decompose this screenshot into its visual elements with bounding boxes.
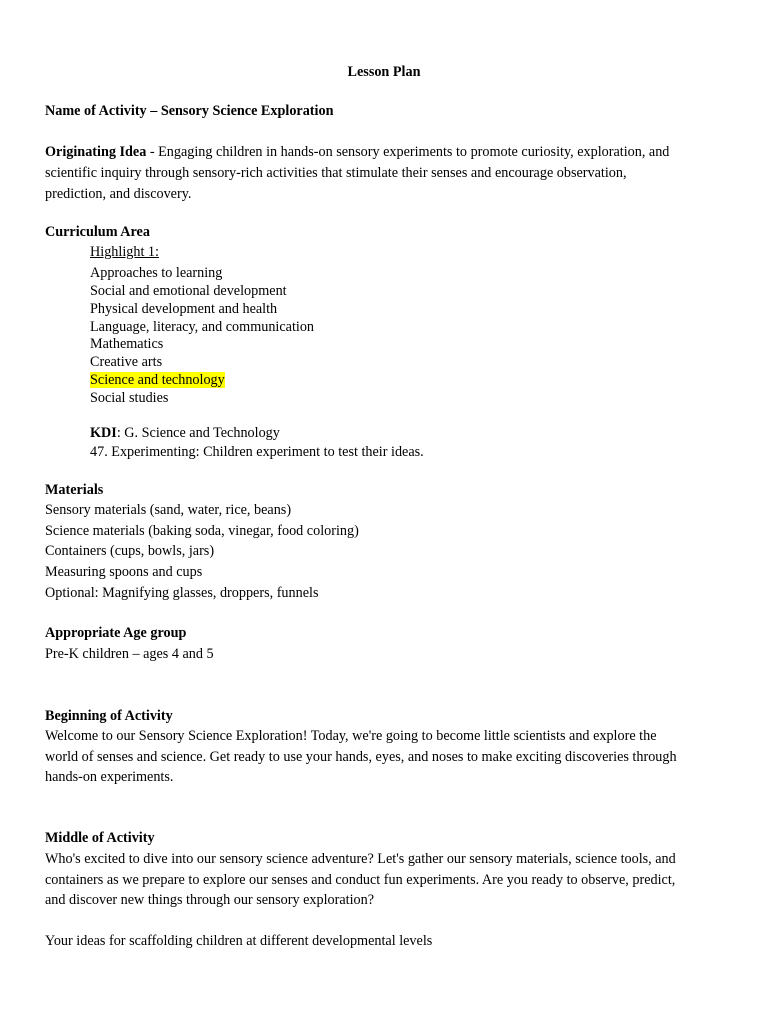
curriculum-area-item: Social studies [90,390,169,406]
originating-idea-line-2: scientific inquiry through sensory-rich activities that stimulate their senses and encourage observation, [45,165,627,181]
originating-idea-line-3: prediction, and discovery. [45,186,192,202]
middle-text-line: Who's excited to dive into our sensory science adventure? Let's gather our sensory materials, science tools, and [45,851,676,867]
scaffolding-prompt: Your ideas for scaffolding children at different developmental levels [45,933,433,949]
activity-name-line [45,101,333,121]
materials-item: Optional: Magnifying glasses, droppers, funnels [45,585,319,601]
curriculum-area-item: Language, literacy, and communication [90,319,315,335]
middle-heading: Middle of Activity [45,830,155,846]
kdi-line [90,423,280,443]
page-title: Lesson Plan [347,64,421,80]
kdi-value: : G. Science and Technology [116,425,280,441]
curriculum-area-item: Physical development and health [90,301,278,317]
beginning-text-line: world of senses and science. Get ready to use your hands, eyes, and noses to make exciting discoveries through [45,749,677,765]
middle-text-line: and discover new things through our sensory exploration? [45,892,375,908]
materials-item: Science materials (baking soda, vinegar, food coloring) [45,523,359,539]
curriculum-area-item: Creative arts [90,354,163,370]
beginning-heading: Beginning of Activity [45,708,173,724]
kdi-label: KDI [90,425,117,441]
highlight-label: Highlight 1: [90,244,159,260]
activity-name-value: Sensory Science Exploration [160,103,334,119]
originating-idea-text-1: - Engaging children in hands-on sensory experiments to promote curiosity, exploration, and [146,144,670,160]
materials-item: Sensory materials (sand, water, rice, beans) [45,502,292,518]
materials-item: Containers (cups, bowls, jars) [45,543,215,559]
kdi-detail: 47. Experimenting: Children experiment to test their ideas. [90,444,424,460]
originating-idea-line-1 [45,142,669,162]
curriculum-area-heading: Curriculum Area [45,224,150,240]
materials-item: Measuring spoons and cups [45,564,203,580]
beginning-text-line: Welcome to our Sensory Science Exploration! Today, we're going to become little scientists and explore the [45,728,657,744]
curriculum-area-item: Approaches to learning [90,265,223,281]
materials-heading: Materials [45,482,104,498]
age-group-value: Pre-K children – ages 4 and 5 [45,646,214,662]
middle-text-line: containers as we prepare to explore our senses and conduct fun experiments. Are you ready to observe, predict, [45,872,676,888]
activity-name-label: Name of Activity [45,103,147,119]
highlighted-area: Science and technology [90,372,225,388]
curriculum-area-item: Social and emotional development [90,283,287,299]
originating-idea-label: Originating Idea [45,144,147,160]
age-group-heading: Appropriate Age group [45,625,187,641]
beginning-text-line: hands-on experiments. [45,769,174,785]
curriculum-area-item-highlighted [90,370,225,390]
activity-name-separator: – [146,103,161,119]
curriculum-area-item: Mathematics [90,336,164,352]
